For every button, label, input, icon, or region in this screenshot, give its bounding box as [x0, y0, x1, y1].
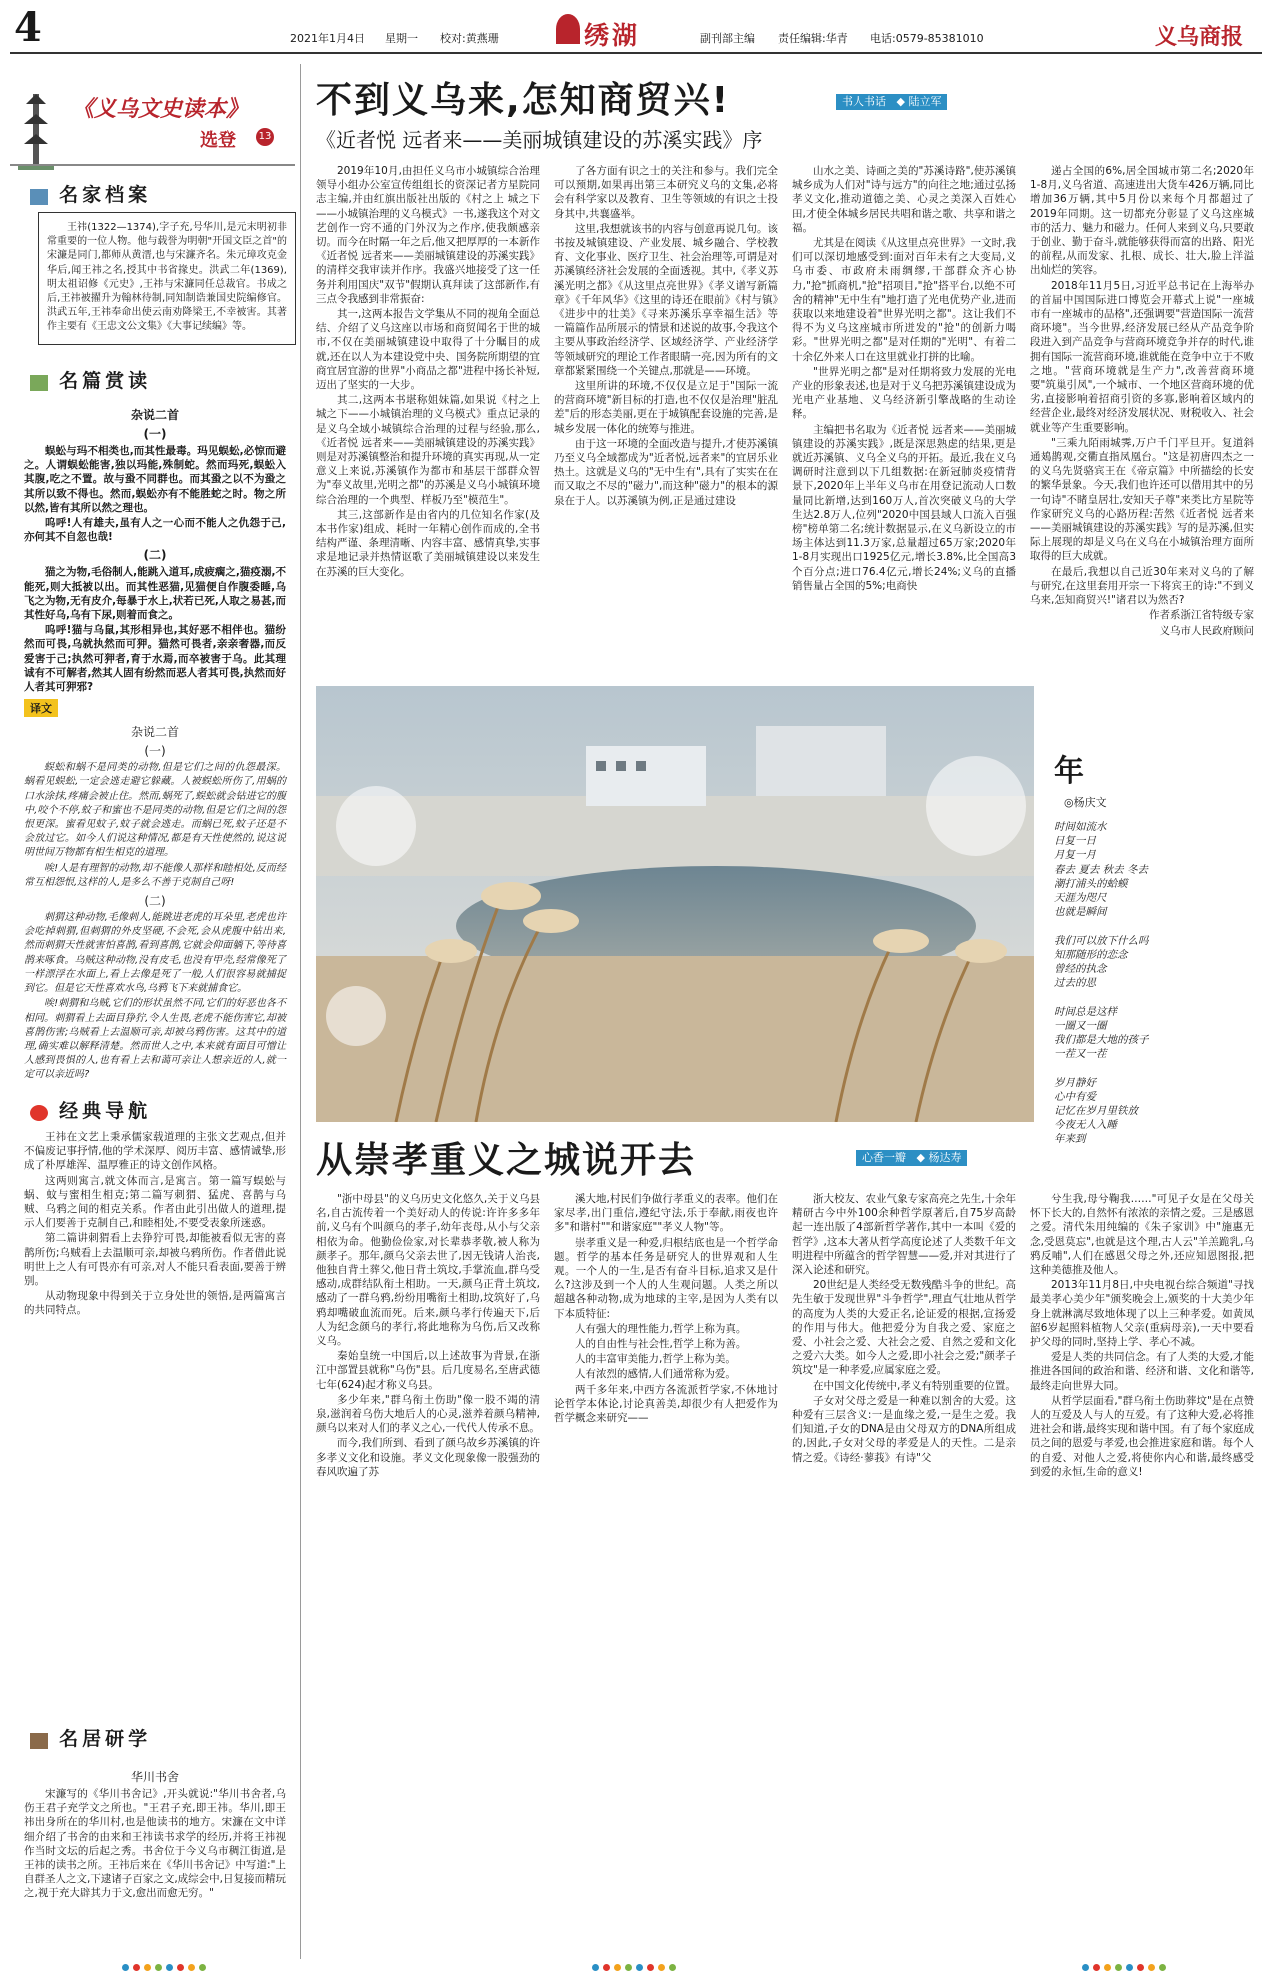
proofreader: 校对:黄燕珊	[440, 32, 499, 45]
article2-author: 杨达寿	[928, 1151, 962, 1164]
part-1: (一)	[143, 427, 167, 441]
a1-c1-p0: 2019年10月,由担任义乌市小城镇综合治理领导小组办公室宣传组组长的资深记者方星院同志主编,并由红旗出版社出版的《村之上 城之下——小城镇治理的义乌模式》一书,遂我这个对文艺创作一窍不通的门外汉为之作序,使我颇感亲切。而今在时隔一年之后,他又把厚厚的一本新作《近者悦 远者来——美丽城镇建设的苏溪实践》的清样交我审读并作序。我盛兴地接受了这一任务并利用国庆"双节"假期认真拜读了这部新作,有三点令我感到非常振奋:	[316, 165, 540, 305]
translation-tag: 译文	[24, 699, 58, 717]
section-logo-icon	[556, 14, 580, 44]
poem-line: 今夜无人入睡	[1054, 1119, 1117, 1132]
poem-line: 月复一月	[1054, 849, 1096, 862]
author-note: 作者系浙江省特级专家	[1149, 609, 1254, 622]
compass-icon	[30, 1105, 48, 1121]
jingdian-text-4: 从动物现象中得到关于立身处世的领悟,是两篇寓言的共同特点。	[24, 1290, 286, 1317]
responsible-editor: 责任编辑:华青	[778, 32, 848, 45]
footer-dot	[122, 1964, 129, 1971]
section-name: 绣湖	[584, 21, 641, 50]
trans-part2-text: 刺猬这种动物,毛像刺人,能跳进老虎的耳朵里,老虎也许会吃掉刺猬,但刺猬的外皮坚硬,不会死,会从虎腹中钻出来,然而刺猬天性就害怕喜鹊,看到喜鹊,它就会仰面躺下,等待喜鹊来啄食。乌贼这种动物,没有皮毛,也没有甲壳,经常像死了一样漂浮在水面上,看上去像是死了一般,人们很容易就捕捉到它。但是它天性喜欢水鸟,乌鸦飞下来就捕食它。	[24, 912, 286, 995]
article2-title: 从崇孝重义之城说开去	[316, 1140, 697, 1181]
article2-col1	[316, 1192, 540, 1480]
a1-c1-p1: 其一,这两本报告文学集从不同的视角全面总结、介绍了义乌这座以市场和商贸闻名于世的城市,不仅在美丽城镇建设中取得了十分瞩目的成就,还在以人为本建设党中央、国务院所期望的宜商宜居宜游的世界"小商品之都"进程中扬长补短,迈出了坚实的一大步。	[316, 308, 540, 392]
a2-c3-p0: 浙大校友、农业气象专家高亮之先生,十余年精研古今中外100余种哲学原著后,自75岁高龄起一连出版了4部新哲学著作,其中一本叫《爱的哲学》,这本大著从哲学高度论述了人类数千年文明进程中所蕴含的哲学智慧——爱,并对其进行了深入论述和研究。	[792, 1193, 1016, 1277]
pagoda-icon	[18, 84, 54, 174]
article2-tag-text: 心香一瓣	[862, 1151, 906, 1164]
a1-c3-p2: "世界光明之都"是对任期将致力发展的光电产业的形象表述,也是对于义乌把苏溪镇建设成为光电产业基地、义乌经济新引擎战略的生动诠释。	[792, 365, 1016, 421]
house-icon	[30, 1733, 48, 1749]
poem-line: 一茬又一茬	[1054, 1048, 1107, 1061]
poem-title: 年	[1054, 754, 1084, 789]
article1-subtitle: 《近者悦 远者来——美丽城镇建设的苏溪实践》序	[316, 128, 763, 152]
poem-line: 一圈又一圈	[1054, 1019, 1107, 1032]
poem-line	[1054, 919, 1254, 933]
footer-dot	[658, 1964, 665, 1971]
article1-col4	[1030, 164, 1254, 639]
poem-line: 曾经的执念	[1054, 963, 1107, 976]
masthead-logo: 义乌商报	[1155, 24, 1244, 50]
trans-part2-text2: 唉!刺猬和乌贼,它们的形状虽然不同,它们的好恶也各不相同。刺猬看上去面目狰狞,令人生畏,老虎不能伤害它,却被喜鹊伤害;乌贼看上去温顺可亲,却被乌鸦伤害。这其中的道理,确实难以解释清楚。然而世人之中,本来就有面目可憎让人感到畏惧的人,也有看上去和蔼可亲让人想亲近的人,就一定可以亲近吗?	[24, 998, 286, 1081]
a2-c1-p1: 秦始皇统一中国后,以上述故事为背景,在浙江中部置县就称"乌伤"县。后几度易名,至唐武德七年(624)起才称义乌县。	[316, 1350, 540, 1391]
poem-line: 天涯为咫尺	[1054, 892, 1107, 905]
part1-text2: 呜呼!人有雄夫,虽有人之一心而不能人之仇怨于己,亦何其不自忽也哉!	[24, 517, 286, 544]
mingju-text: 宋濂写的《华川书舍记》,开头就说:"华川书舍者,乌伤王君子充学文之所也。"王君子充,即王祎。华川,即王祎出身所在的华川村,也是他读书的地方。宋濂在文中详细介绍了书舍的由来和王祎读书求学的经历,并将王祎视作当时文坛的后起之秀。书舍位于今义乌市稠江街道,是王祎的读书之所。王祎后来在《华川书舍记》中写道:"上自群圣人之文,下逮诸子百家之文,成综会中,日复接而精玩之,视于充大辟其力于文,愈出而愈无穷。"	[24, 1788, 287, 1900]
part2-text2: 呜呼!猫与乌鼠,其形相异也,其好恶不相伴也。猫纷然而可畏,乌就执然而可狎。猫然可畏者,亲亲奢器,而反爱害于己;执然可狎者,育于水焉,而卒被害于乌。此其理诚有不可解者,然其人固有纷然而恶人者其可畏,执然而好人者其可狎邪?	[24, 624, 286, 694]
photo-poem-block	[316, 686, 1262, 1146]
footer-dot	[1104, 1964, 1111, 1971]
a2-c4-p0: 兮生我,母兮鞠我……"可见子女是在父母关怀下长大的,自然怀有浓浓的亲情之爱。三是感恩之爱。清代朱用纯编的《朱子家训》中"施惠无念,受恩莫忘",也就是这个理,古人云"羊羔跪乳,乌鸦反哺",人们在感恩父母之外,还应知恩图报,把这种美德推及他人。	[1030, 1193, 1254, 1277]
part1-text: 蜈蚣与玛不相类也,而其性最毒。玛见蜈蚣,必惊而避之。人谓蜈蚣能害,独以玛能,殊制蛇。然而玛死,蜈蚣入其腹,吃之不置。故与蛩不同群也。而其蛩之以不为蛩之其所以致不得也。然而,蜈蚣亦有不能胜蛇之时。物之所以然,皆有其所以然之理也。	[24, 445, 286, 514]
poem-line: 也就是瞬间	[1054, 906, 1107, 919]
series-title: 《义乌文史读本》	[72, 97, 249, 122]
a2-c2-p1: 崇孝重义是一种爱,归根结底也是一个哲学命题。哲学的基本任务是研究人的世界观和人生观。一个人的一生,是否有奋斗目标,追求又是什么?这涉及到一个人的人生观问题。人类之所以超越各种动物,成为地球的主宰,是因为人类有以下本质特征:	[554, 1236, 778, 1320]
a1-c2-p1: 这里,我想就该书的内容与创意再说几句。该书按及城镇建设、产业发展、城乡融合、学校教育、文化事业、医疗卫生、社会治理等,可谓是对苏溪镇经济社会发展的全面透视。其中,《孝义苏溪光明之都》《从这里点亮世界》《孝义谱写新篇章》《千年风华》《这里的诗还在眼前》《村与镇》《进步中的壮美》《寻来苏溪乐享幸福生活》等一篇篇作品所展示的情景和述说的故事,令我这个主要从事政治经济学、区域经济学、产业经济学等领域研究的理论工作者眼睛一亮,因为所有的文章都紧紧围绕一个关键点,那就是——环境。	[554, 222, 778, 377]
a1-c2-p3: 由于这一环境的全面改造与提升,才使苏溪镇乃至义乌全域都成为"近者悦,远者来"的宜居乐业热土。这就是义乌的"无中生有",具有了实实在在而又取之不尽的"磁力",而这种"磁力"的根本的源泉在于人。以苏溪镇为例,正是通过建设	[554, 437, 778, 507]
a1-c4-p2: "三乘九陌雨城霁,万户千门平旦开。复道斜通鳷鹊观,交衢直指凤凰台。"这是初唐四杰之一的义乌先贤骆宾王在《帝京篇》中所描绘的长安的繁华景象。今天,我们也许还可以借用其中的另一句诗"不睹皇居壮,安知天子尊"来类比方星院等作家研究义乌的心路历程:苦然《近者悦 远者来——美丽城镇建设的苏溪实践》写的是苏溪,但实际上展现的却是义乌在义乌在小城镇治理方面所取得的巨大成就。	[1030, 436, 1254, 563]
a2-c3-p1: 20世纪是人类经受无数残酷斗争的世纪。高先生敏于发现世界"斗争哲学",理直气壮地从哲学的高度为人类的大爱正名,论证爱的根据,宣扬爱的作用与伟大。他把爱分为自我之爱、家庭之爱、小社会之爱、大社会之爱、自然之爱和文化之爱六大类。如今人之爱,即小社会之爱;"颜孝子筑坟"是一种孝爱,应属家庭之爱。	[792, 1279, 1016, 1377]
article1-col3	[792, 164, 1016, 594]
page-number: 4	[14, 4, 42, 51]
footer-dot	[647, 1964, 654, 1971]
footer-dot	[188, 1964, 195, 1971]
poem-author: 杨庆文	[1073, 796, 1107, 809]
footer-dot	[625, 1964, 632, 1971]
trans-part-2: (二)	[144, 894, 166, 909]
footer-dot	[1093, 1964, 1100, 1971]
poem-line: 我们可以放下什么吗	[1054, 934, 1149, 947]
a2-c2-p6: 两千多年来,中西方各流派哲学家,不休地讨论哲学本体论,讨论真善美,却很少有人把爱作为哲学概念来研究——	[554, 1383, 778, 1425]
poem-block: 年 ◎杨庆文 时间如流水 日复一日 月复一月 春去 夏去 秋去 冬去 潮打浦头的蛤蟆 天涯为咫尺 也就是瞬间 我们可以放下什么吗 知那随形的恋念 曾经的执念 过去的思 时间总是这样 一圈又一圈 我们都是大地的孩子 一茬又一茬 岁月静好 心中有爱 记忆在岁月里铁放 今夜无人入睡 年来到	[1054, 746, 1254, 1147]
footer-dot	[133, 1964, 140, 1971]
mingjia-text: 王祎(1322—1374),字子充,号华川,是元末明初非常重要的一位人物。他与载誉为明朝"开国文臣之首"的宋濂是同门,都师从黄溍,也与宋濂齐名。朱元璋攻克金华后,闻王祎之名,授其中书省掾史。洪武二年(1369),明太祖诏修《元史》,王祎与宋濂同任总裁官。书成之后,王祎被擢升为翰林待制,同知制诰兼国史院编修官。洪武五年,王祎奉命出使云南劝降梁王,不幸被害。其著作主要有《王忠文公文集》《大事记续编》等。	[47, 222, 287, 333]
a2-c1-p0: "浙中母县"的义乌历史文化悠久,关于义乌县名,自古流传着一个美好动人的传说:许许多多年前,义乌有个叫颜乌的孝子,幼年丧母,从小与父亲相依为命。他勤俭俭家,对长辈恭孝敬,被人称为颜孝子。那年,颜乌父亲去世了,因无钱请人治丧,他独自背土葬父,他日背土筑坟,手掌流血,群乌受感动,成群结队衔土相助。一天,颜乌正背土筑坟,感动了一群乌鸦,纷纷用嘴衔土相助,坟筑好了,乌鸦却嘴破血流而死。后来,颜乌孝行传遍天下,后人为纪念颜乌的孝行,将此地称为乌伤,后又改称义乌。	[316, 1193, 540, 1348]
article-1	[316, 72, 1262, 692]
deputy-editor: 副刊部主编	[700, 32, 755, 45]
mingjia-heading-block	[30, 180, 151, 207]
article1-tag-text: 书人书话	[842, 95, 886, 108]
poem-line: 时间如流水	[1054, 821, 1107, 833]
footer-dot	[177, 1964, 184, 1971]
poem-line: 春去 夏去 秋去 冬去	[1054, 863, 1149, 876]
article2-tag	[856, 1150, 967, 1166]
series-sub: 选登	[200, 130, 236, 151]
footer-dot	[1126, 1964, 1133, 1971]
trans-part-1: (一)	[144, 744, 166, 759]
a1-c2-p0: 了各方面有识之士的关注和参与。我们完全可以预期,如果再出第三本研究义乌的文集,必将会有科学家以及教育、卫生等领域的有识之士投身其中,共襄盛举。	[554, 165, 778, 220]
footer-dot	[144, 1964, 151, 1971]
poem-line	[1054, 990, 1254, 1004]
a2-c1-p3: 而今,我们所到、看到了颜乌故乡苏溪镇的许多孝义文化和设施。孝义文化现象像一股强劲的春风吹遍了苏	[316, 1437, 540, 1478]
issue-date: 2021年1月4日	[290, 32, 365, 45]
a2-c4-p3: 从哲学层面看,"群乌衔土伤助葬坟"是在点赞人的互爱及人与人的互爱。有了这种大爱,必将推进社会和谐,最终实现和谐中国。有了每个家庭成员之间的恩爱与孝爱,也会推进家庭和谐。每个人的自爱、对他人之爱,将使你内心和谐,最终感受到爱的永恒,生命的意义!	[1030, 1394, 1254, 1478]
footer-dot	[1148, 1964, 1155, 1971]
footer-dot	[614, 1964, 621, 1971]
jingdian-text-1: 王祎在文艺上秉承儒家载道理的主张文艺观点,但并不偏废记事抒情,他的学术深厚、阅历丰富、感情诚挚,形成了朴厚雄浑、温厚雅正的诗文创作风格。	[24, 1131, 286, 1172]
jingdian-text-2: 这两则寓言,就文体而言,是寓言。第一篇写蜈蚣与蜗、蚊与蜜相生相克;第二篇写刺猬、猛虎、喜鹊与乌贼、乌鸦之间的相克关系。作者由此引出做人的道理,提示人们要善于克制自己,和睦相处,不要受表象所迷惑。	[24, 1174, 286, 1230]
poem-line: 时间总是这样	[1054, 1005, 1117, 1018]
poem-lines	[1054, 820, 1254, 1147]
part2-text: 猫之为物,毛俗制人,能跳入道耳,成疲瘸之,猫疫溺,不能死,则大抵被以出。而其性恶猫,见猫便自作腹委睡,乌飞之为物,无有皮介,每暴于水上,状若已死,人取之易甚,而其性好乌,乌有下尿,则着而食之。	[24, 566, 286, 622]
poem-line: 岁月静好	[1054, 1076, 1096, 1089]
author-diamond-icon: ◆	[896, 95, 905, 108]
footer-dot	[199, 1964, 206, 1971]
a2-c3-p2: 在中国文化传统中,孝义有特别重要的位置。	[813, 1379, 1016, 1392]
mingju-heading: 名居研学	[59, 1728, 152, 1750]
a1-c1-p2: 其二,这两本书堪称姐妹篇,如果说《村之上 城之下——小城镇治理的义乌模式》重点记录的是义乌全域小城镇综合治理的过程与经验,那么,《近者悦 远者来——美丽城镇建设的苏溪实践》则是对苏溪镇整治和提升环境的真实再现,从一定意义上来说,苏溪镇作为都市和基层干部群众智为"奉义故里,光明之都"的苏溪是义乌小城镇环境综合治理的一个典型、样板乃至"模范生"。	[316, 394, 540, 506]
article2-col4	[1030, 1192, 1254, 1480]
a2-c2-p3: 人的自由性与社会性,哲学上称为善。	[575, 1338, 747, 1351]
article1-col2	[554, 164, 778, 509]
a2-c3-p3: 子女对父母之爱是一种难以割舍的大爱。这种爱有三层含义:一是血缘之爱,一是生之爱。我们知道,子女的DNA是由父母双方的DNA所组成的,因此,子女对父母的孝爱是人的天性。二是亲情之爱。《诗经·蓼莪》有诗"父	[792, 1394, 1016, 1464]
mingpian-heading: 名篇赏读	[59, 370, 152, 392]
author-note-2: 义乌市人民政府顾问	[1159, 624, 1254, 637]
article1-tag	[836, 94, 947, 110]
a2-c2-p5: 人有浓烈的感情,人们通常称为爱。	[575, 1368, 736, 1381]
footer-dot	[592, 1964, 599, 1971]
poem-line: 潮打浦头的蛤蟆	[1054, 877, 1128, 890]
article1-title: 不到义乌来,怎知商贸兴!	[316, 80, 731, 121]
a2-c4-p1: 2013年11月8日,中央电视台综合频道"寻找最美孝心美少年"颁奖晚会上,颁奖的十大美少年身上就淋漓尽致地体现了以上三种孝爱。如黄凤韶6岁起照料植物人父亲(重病母亲),一天中要看护父母的同时,坚持上学、孝心不减。	[1030, 1279, 1254, 1349]
book-icon	[30, 189, 48, 205]
footer-dot	[1082, 1964, 1089, 1971]
a1-c3-p3: 主编把书名取为《近者悦 远者来——美丽城镇建设的苏溪实践》,既是深思熟虑的结果,更是就近苏溪镇、义乌全义乌的开拓。最近,我在义乌调研时注意到以下几组数据:在新冠肺炎疫情背景下,2020年上半年义乌市在用登记流动人口数量同比新增,达到160万人,首次突破义乌的大学生达2.8万人,位列"2020中国县域人口流入百强榜"榜单第二名;统计数据显示,在义乌新设立的市场主体达到11.3万家,总量超过65万家;2020年1-8月实现出口1925亿元,增长3.8%,比全国高3个百分点;进口76.4亿元,增长24%;义乌的直播销售量占全国的5%;电商快	[792, 423, 1016, 592]
jingdian-text-3: 第二篇讲刺猬看上去狰狞可畏,却能被看似无害的喜鹊所伤;乌贼看上去温顺可亲,却被乌鸦所伤。作者借此说明世上之人有可畏亦有可亲,对人不能只看表面,要善于辨别。	[24, 1232, 286, 1288]
footer-dot	[636, 1964, 643, 1971]
trans-part1-text: 蜈蚣和蜗不是同类的动物,但是它们之间的仇怨最深。蜗看见蜈蚣,一定会逃走避它躲藏。人被蜈蚣所伤了,用蜗的口水涂抹,疼痛会被止住。然而,蜗死了,蜈蚣就会钻进它的腹中,咬个不停,蚊子和蜜也不是同类的动物,但是它们之间的怨恨更深。蜜看见蚊子,蚊子就会逃走。而蜗已死,蚊子还是不会放过它。如今人们说这种情况,都是有天性使然的,说这说明世间万物都有相生相克的道理。	[24, 762, 286, 859]
footer-dot	[603, 1964, 610, 1971]
a1-c4-p1: 2018年11月5日,习近平总书记在上海举办的首届中国国际进口博览会开幕式上说"一座城市有一座城市的品格",还强调要"营造国际一流营商环境"。当今世界,经济发展已经从产品竞争阶段进入到产品竞争与营商环境竞争并存的时代,谁拥有国际一流营商环境,谁就能在竞争中立于不败之地。"营商环境就是生产力",改善营商环境要"筑巢引凤",一个城市、一个地区营商环境的优劣,直接影响着招商引资的多寡,影响着区域内的经营企业,最终对经济发展状况、财税收入、社会就业等产生重要影响。	[1030, 279, 1254, 434]
left-column	[10, 64, 295, 1959]
a1-c2-p2: 这里所讲的环境,不仅仅是立足于"国际一流的营商环境"新目标的打造,也不仅仅是治理"脏乱差"后的形态美丽,更在于城镇配套设施的完善,是城乡发展一体化的统筹与推进。	[554, 380, 778, 435]
footer-dot	[1115, 1964, 1122, 1971]
series-number: 13	[256, 128, 274, 146]
footer-dot	[669, 1964, 676, 1971]
article-2	[316, 1132, 1262, 1958]
part-2: (二)	[143, 548, 167, 563]
a1-c4-p3: 在最后,我想以自己近30年来对义乌的了解与研究,在这里套用开宗一下将宾王的诗:"不到义乌来,怎知商贸兴!"诸君以为然否?	[1030, 565, 1254, 607]
poem-line: 记忆在岁月里铁放	[1054, 1105, 1138, 1118]
weekday: 星期一	[385, 32, 418, 45]
phone: 电话:0579-85381010	[870, 32, 984, 45]
author-diamond-icon: ◆	[916, 1151, 925, 1164]
column-divider	[300, 64, 301, 1959]
mingju-heading-block	[30, 1724, 151, 1751]
header-rule	[10, 52, 1262, 54]
poem-line: 知那随形的恋念	[1054, 948, 1128, 961]
divider	[10, 164, 295, 166]
footer-dots-center	[590, 1956, 678, 1975]
trans-part1-text2: 唉!人是有理智的动物,却不能像人那样和睦相处,反而经常互相怨恨,这样的人,是多么不善于克制自己呀!	[24, 862, 286, 888]
jingdian-heading: 经典导航	[59, 1100, 152, 1122]
poem-line: 我们都是大地的孩子	[1054, 1034, 1149, 1047]
footer-dots-left	[120, 1956, 208, 1975]
footer-dot	[155, 1964, 162, 1971]
article2-col3	[792, 1192, 1016, 1466]
mingjia-heading: 名家档案	[59, 184, 152, 206]
poem-line: 日复一日	[1054, 835, 1096, 848]
article1-col1	[316, 164, 540, 580]
a1-c3-p1: 尤其是在阅读《从这里点亮世界》一文时,我们可以深切地感受到:面对百年未有之大变局,义乌市委、市政府未雨绸缪,干部群众齐心协力,"抢"抓商机,"抢"招项目,"抢"搭平台,以绝不可舍的精神"无中生有"地打造了光电优势产业,进而获取以来地建设着"世界光明之都"。这让我们不得不为义乌这座城市所迸发的"抢"的创新力喝彩。"世界光明之都"是对任期的"光明"、有着二十余亿外来人口在这里就业打拼的比喻。	[792, 237, 1016, 363]
footer-dot	[1137, 1964, 1144, 1971]
poem-line: 过去的思	[1054, 977, 1096, 990]
footer-dot	[166, 1964, 173, 1971]
mingju-place: 华川书舍	[130, 1770, 179, 1784]
books-icon	[30, 375, 48, 391]
poem-title: 杂说二首	[130, 408, 179, 422]
poem-line: 年来到	[1054, 1133, 1086, 1146]
a2-c4-p2: 爱是人类的共同信念。有了人类的大爱,才能推进各国间的政治和谐、经济和谐、文化和谐等,最终走向世界大同。	[1030, 1351, 1254, 1392]
poem-line	[1054, 1061, 1254, 1075]
a1-c4-p0: 递占全国的6%,居全国城市第二名;2020年1-8月,义乌省道、高速进出大货车426万辆,同比增加36万辆,其中5月份以来每个月都超过了2019年同期。这一切都充分彰显了义乌这座城市的活力、魅力和磁力。任何人来到义乌,只要敢于创业、勤于奋斗,就能够获得而富的出路、阳光的前程,从而发家、扎根、成长、壮大,脸上洋溢出灿烂的笑容。	[1030, 165, 1254, 277]
article2-col2	[554, 1192, 778, 1426]
frosty-river-photo	[316, 686, 1034, 1122]
a2-c2-p4: 人的丰富审美能力,哲学上称为美。	[575, 1353, 736, 1366]
trans-title: 杂说二首	[130, 725, 179, 740]
a2-c1-p2: 多少年来,"群乌衔土伤助"像一股不竭的清泉,滋润着乌伤大地后人的心灵,滋养着颜乌精神,颜乌以来对人们的孝义之心,一代代人传承不息。	[316, 1393, 540, 1435]
a2-c2-p2: 人有强大的理性能力,哲学上称为真。	[575, 1322, 747, 1335]
poem-line: 心中有爱	[1054, 1090, 1096, 1103]
a1-c1-p3: 其三,这部新作是由省内的几位知名作家(及本书作家)组成、耗时一年精心创作而成的,全书结构严谨、条理清晰、内容丰富、感情真挚,实事求是地记录并热情讴歌了美丽城镇建设以来发生在苏溪的巨大变化。	[316, 508, 540, 578]
jingdian-heading-block	[30, 1096, 151, 1123]
footer-dot	[1159, 1964, 1166, 1971]
a1-c3-p0: 山水之美、诗画之美的"苏溪诗路",使苏溪镇城乡成为人们对"诗与远方"的向往之地;通过弘扬孝义文化,推动道德之美、心灵之美深入百姓心田,才使全体城乡居民共唱和谐之歌、共享和谐之福。	[792, 165, 1016, 234]
a2-c2-p0: 溪大地,村民们争做行孝重义的表率。他们在家尽孝,出门重信,遵纪守法,乐于奉献,雨夜也许多"和谐村""和谐家庭""孝义人物"等。	[554, 1193, 778, 1234]
mingpian-heading-block	[30, 366, 151, 393]
article1-author: 陆立军	[908, 95, 942, 108]
footer-dots-right	[1080, 1956, 1168, 1975]
